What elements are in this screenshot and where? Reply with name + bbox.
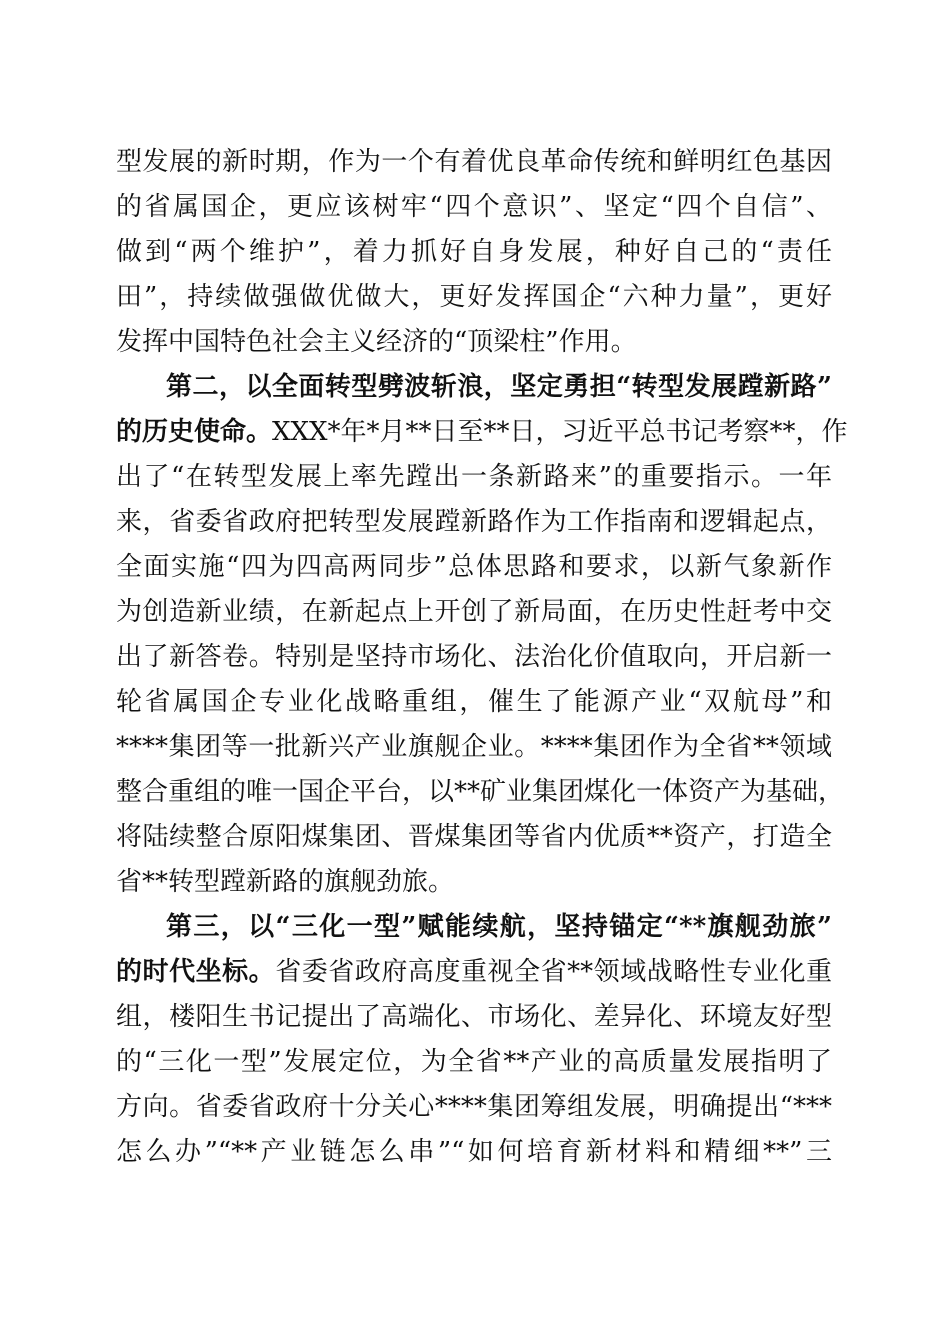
- line-text: 怎么办”“**产业链怎么串”“如何培育新材料和精细**”三: [116, 1137, 832, 1167]
- line-text: 的“三化一型”发展定位，为全省**产业的高质量发展指明了: [116, 1047, 832, 1077]
- text-line: [116, 905, 832, 950]
- text-line: [116, 275, 832, 320]
- text-line: [116, 365, 832, 410]
- text-line: [116, 500, 832, 545]
- paragraph-3: [116, 905, 832, 1175]
- text-line: [116, 455, 832, 500]
- line-text: 为创造新业绩，在新起点上开创了新局面，在历史性赶考中交: [116, 597, 832, 627]
- text-line: [116, 545, 832, 590]
- text-line: [116, 770, 845, 815]
- text-line: [116, 1130, 832, 1175]
- line-text: 做到“两个维护”，着力抓好自身发展，种好自己的“责任: [116, 237, 832, 267]
- text-line: [116, 815, 832, 860]
- text-line: [116, 140, 832, 185]
- line-text: 将陆续整合原阳煤集团、晋煤集团等省内优质**资产，打造全: [116, 822, 832, 852]
- text-line: [116, 590, 832, 635]
- line-text: 出了“在转型发展上率先蹚出一条新路来”的重要指示。一年: [116, 462, 832, 492]
- text-line: [116, 230, 832, 275]
- section-heading: 的时代坐标。: [116, 957, 276, 987]
- section-heading: 的历史使命。: [116, 417, 273, 447]
- paragraph-1: [116, 140, 832, 365]
- line-text: 组，楼阳生书记提出了高端化、市场化、差异化、环境友好型: [116, 1002, 832, 1032]
- line-text: 的省属国企，更应该树牢“四个意识”、坚定“四个自信”、: [116, 192, 832, 222]
- text-line: [116, 950, 832, 995]
- line-text: 来，省委省政府把转型发展蹚新路作为工作指南和逻辑起点，: [116, 507, 832, 537]
- text-line: [116, 995, 832, 1040]
- text-line: [116, 725, 832, 770]
- line-text: 省委省政府高度重视全省**领域战略性专业化重: [275, 957, 832, 987]
- line-text: 全面实施“四为四高两同步”总体思路和要求，以新气象新作: [116, 552, 832, 582]
- paragraph-2: [116, 365, 848, 905]
- line-text: ****集团等一批新兴产业旗舰企业。****集团作为全省**领域: [116, 732, 832, 762]
- line-text: 轮省属国企专业化战略重组，催生了能源产业“双航母”和: [116, 687, 832, 717]
- text-line: [116, 635, 832, 680]
- text-line: [116, 1040, 832, 1085]
- line-text: 方向。省委省政府十分关心****集团筹组发展，明确提出“***: [116, 1092, 832, 1122]
- text-line: [116, 320, 832, 365]
- line-text: XXX*年*月**日至**日，习近平总书记考察**，作: [272, 417, 848, 447]
- line-text: 出了新答卷。特别是坚持市场化、法治化价值取向，开启新一: [116, 642, 832, 672]
- section-heading: 第二，以全面转型劈波斩浪，坚定勇担“转型发展蹚新路”: [166, 372, 832, 402]
- line-text: 整合重组的唯一国企平台，以**矿业集团煤化一体资产为基础，: [116, 777, 845, 807]
- text-line: [116, 860, 832, 905]
- document-body: [116, 140, 848, 1175]
- text-line: [116, 410, 848, 455]
- line-text: 发挥中国特色社会主义经济的“顶梁柱”作用。: [116, 327, 637, 357]
- line-text: 省**转型蹚新路的旗舰劲旅。: [116, 867, 455, 897]
- text-line: [116, 1085, 832, 1130]
- text-line: [116, 185, 832, 230]
- section-heading: 第三，以“三化一型”赋能续航，坚持锚定“**旗舰劲旅”: [166, 912, 832, 942]
- text-line: [116, 680, 832, 725]
- line-text: 田”，持续做强做优做大，更好发挥国企“六种力量”，更好: [116, 282, 832, 312]
- line-text: 型发展的新时期，作为一个有着优良革命传统和鲜明红色基因: [116, 147, 832, 177]
